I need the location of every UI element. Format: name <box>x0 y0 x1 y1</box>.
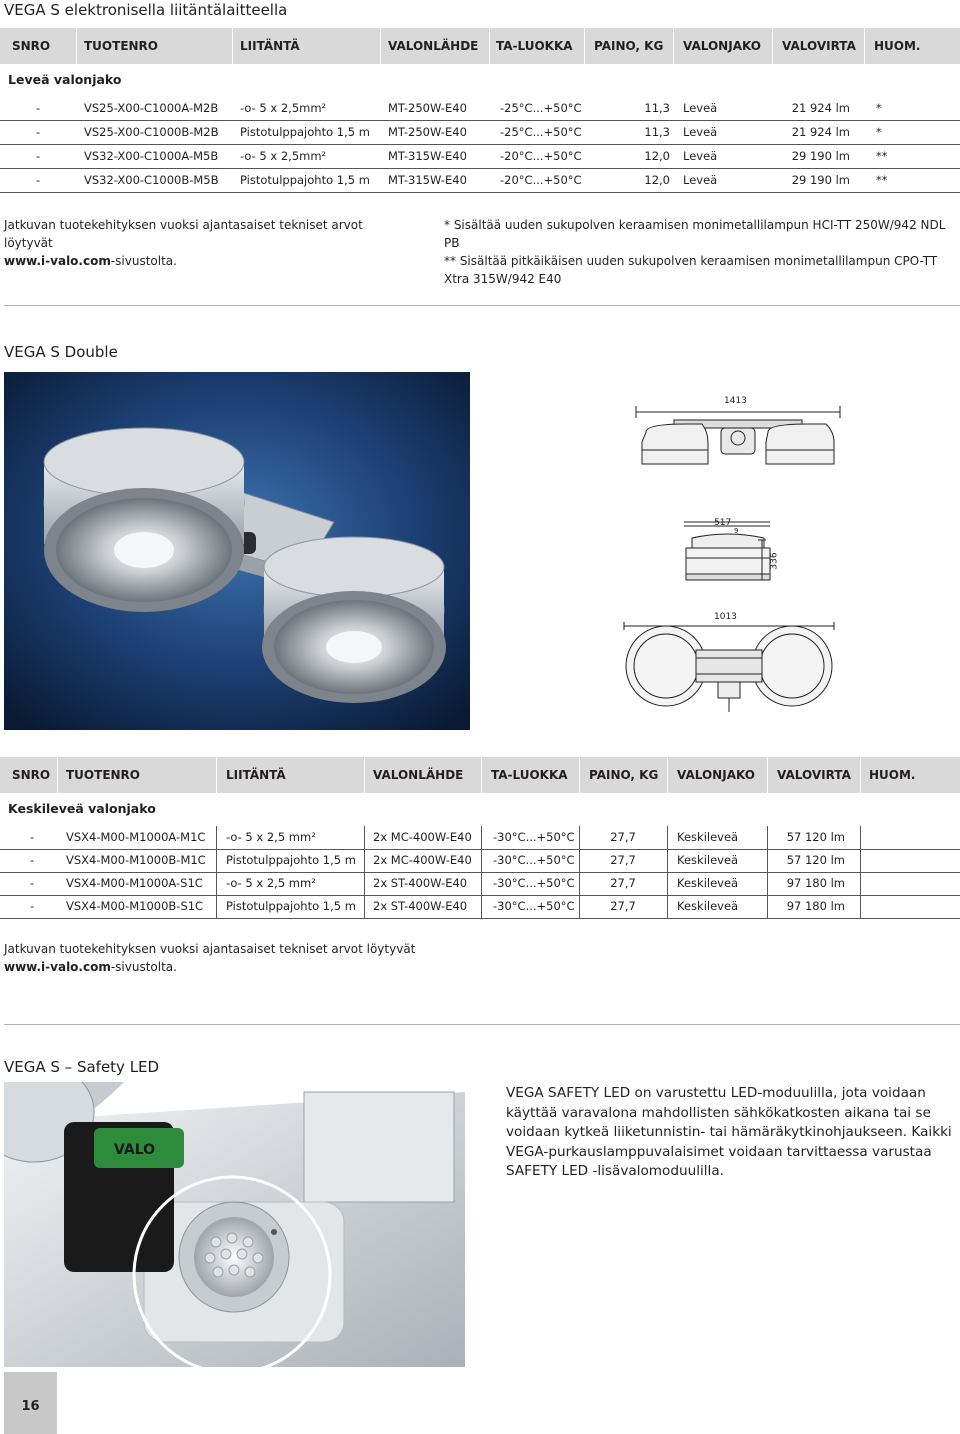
col-header-liitanta: LIITÄNTÄ <box>226 768 286 782</box>
col-header-huom: HUOM. <box>869 768 916 782</box>
col-header-snro: SNRO <box>12 39 51 53</box>
dim-bottom: 1013 <box>714 612 737 622</box>
table2-group-label: Keskileveä valonjako <box>8 801 156 816</box>
col-header-paino: PAINO, KG <box>594 39 664 53</box>
page-number: 16 <box>21 1399 40 1414</box>
table1-header <box>0 28 960 64</box>
availability-note-2: Jatkuvan tuotekehityksen vuoksi ajantasaiset tekniset arvot löytyvät www.i-valo.com-sivustolta. <box>4 942 416 974</box>
table-row: - VS32-X00-C1000B-M5B Pistotulppajohto 1,5 m MT-315W-E40 -20°C...+50°C 12,0 Leveä 29 190 lm ** <box>0 169 960 193</box>
section-divider <box>4 1024 960 1025</box>
col-header-tuotenro: TUOTENRO <box>66 768 140 782</box>
section1-title: VEGA S elektronisella liitäntälaitteella <box>4 1 288 19</box>
col-header-valonlahde: VALONLÄHDE <box>388 39 479 53</box>
col-header-tuotenro: TUOTENRO <box>84 39 158 53</box>
page-number-box <box>4 1372 57 1434</box>
safety-led-description: VEGA SAFETY LED on varustettu LED-moduulilla, jota voidaan käyttää varavalona mahdollisten sähkökatkosten aikana tai se voidaan kytkeä liiketunnistin- tai hämäräkytkinohjaukseen. Kaikki VEGA-purkauslamppuvalaisimet voidaan tarvittaessa varustaa SAFETY LED -lisävalomoduulilla. <box>506 1085 952 1179</box>
col-header-valovirta: VALOVIRTA <box>782 39 856 53</box>
luminaire-photo-graphic <box>4 372 470 730</box>
col-header-valonlahde: VALONLÄHDE <box>373 768 464 782</box>
website-link[interactable]: www.i-valo.com <box>4 960 111 974</box>
col-header-snro: SNRO <box>12 768 51 782</box>
table-row: - VSX4-M00-M1000A-S1C -o- 5 x 2,5 mm² 2x ST-400W-E40 -30°C...+50°C 27,7 Keskileveä 97 180 lm <box>0 872 960 896</box>
table1-group-label: Leveä valonjako <box>8 72 122 87</box>
table-row: - VSX4-M00-M1000B-M1C Pistotulppajohto 1,5 m 2x MC-400W-E40 -30°C...+50°C 27,7 Keskileveä 57 120 lm <box>0 849 960 873</box>
col-header-valonjako: VALONJAKO <box>677 768 755 782</box>
lamp-footnotes: * Sisältää uuden sukupolven keraamisen monimetallilampun HCI-TT 250W/942 NDL PB ** Sisältää pitkäikäisen uuden sukupolven keraamisen monimetallilampun CPO-TT Xtra 315W/942 E40 <box>444 218 946 286</box>
col-header-paino: PAINO, KG <box>589 768 659 782</box>
table-row: - VSX4-M00-M1000A-M1C -o- 5 x 2,5 mm² 2x MC-400W-E40 -30°C...+50°C 27,7 Keskileveä 57 120 lm <box>0 826 960 850</box>
vega-s-double-photo <box>4 372 470 730</box>
col-header-ta-luokka: TA-LUOKKA <box>491 768 568 782</box>
col-header-valonjako: VALONJAKO <box>683 39 761 53</box>
drawing-lines <box>496 372 960 730</box>
table-row: - VSX4-M00-M1000B-S1C Pistotulppajohto 1,5 m 2x ST-400W-E40 -30°C...+50°C 27,7 Keskileveä 97 180 lm <box>0 895 960 919</box>
dim-height: 336 <box>769 552 780 570</box>
section3-title: VEGA S – Safety LED <box>4 1058 160 1076</box>
col-header-liitanta: LIITÄNTÄ <box>240 39 300 53</box>
website-link[interactable]: www.i-valo.com <box>4 254 111 268</box>
safety-led-photo <box>4 1082 465 1367</box>
table2-header <box>0 757 960 793</box>
dimension-drawings <box>496 372 960 730</box>
table-row: - VS32-X00-C1000A-M5B -o- 5 x 2,5mm² MT-315W-E40 -20°C...+50°C 12,0 Leveä 29 190 lm ** <box>0 145 960 169</box>
dim-depth: 517 <box>714 518 732 528</box>
table-row: - VS25-X00-C1000A-M2B -o- 5 x 2,5mm² MT-250W-E40 -25°C...+50°C 11,3 Leveä 21 924 lm * <box>0 97 960 121</box>
table-row: - VS25-X00-C1000B-M2B Pistotulppajohto 1,5 m MT-250W-E40 -25°C...+50°C 11,3 Leveä 21 924 lm * <box>0 121 960 145</box>
section2-title: VEGA S Double <box>4 343 118 361</box>
valo-logo: VALO <box>114 1142 156 1158</box>
dim-inner: 9 <box>734 527 739 535</box>
col-header-valovirta: VALOVIRTA <box>777 768 851 782</box>
col-header-ta-luokka: TA-LUOKKA <box>496 39 573 53</box>
section-divider <box>4 305 960 306</box>
col-header-huom: HUOM. <box>874 39 921 53</box>
safety-led-graphic <box>4 1082 465 1367</box>
dim-width: 1413 <box>724 396 747 406</box>
availability-note: Jatkuvan tuotekehityksen vuoksi ajantasaiset tekniset arvot löytyvät www.i-valo.com-sivustolta. <box>4 218 363 268</box>
